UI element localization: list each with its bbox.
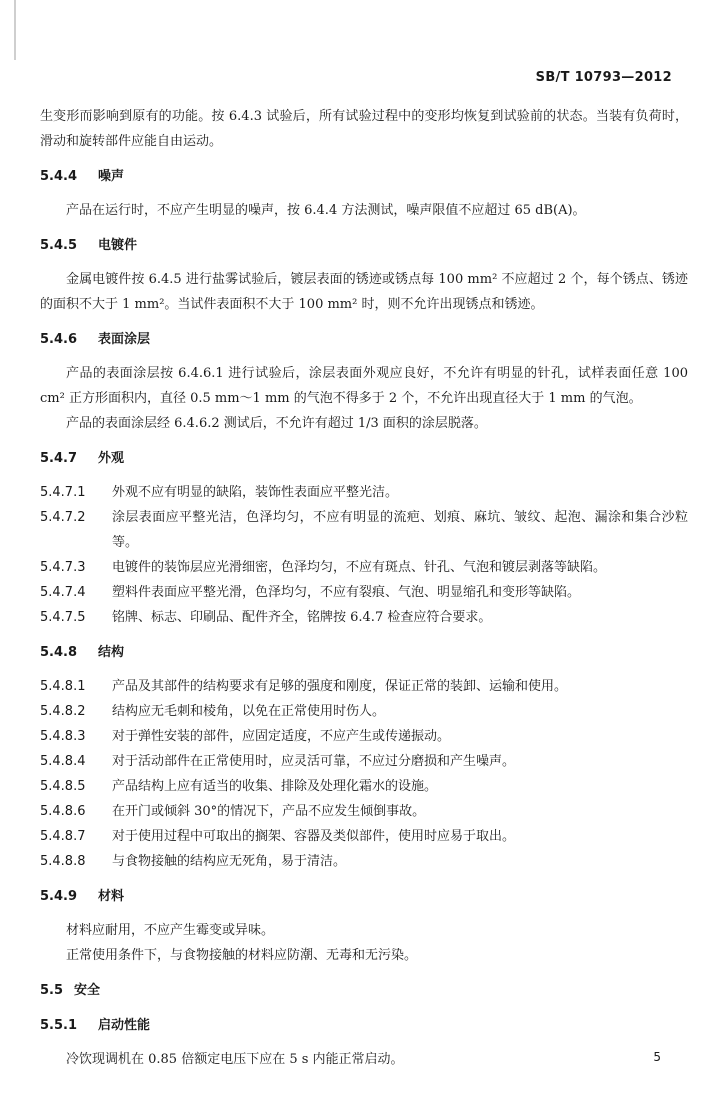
clause-text: 外观不应有明显的缺陷，装饰性表面应平整光洁。 [112,485,399,500]
clause-5-4-8-7 [40,824,688,849]
section-5-5-1-paragraph: 冷饮现调机在 0.85 倍额定电压下应在 5 s 内能正常启动。 [66,1052,404,1067]
clause-text: 涂层表面应平整光洁，色泽均匀，不应有明显的流疤、划痕、麻坑、皱纹、起泡、漏涂和集合沙粒等。 [112,510,688,550]
clause-number: 5.4.7.2 [40,510,86,525]
clause-number: 5.4.7.4 [40,585,86,600]
section-title: 噪声 [98,169,125,184]
section-title: 结构 [98,645,125,660]
clause-5-4-8-5 [40,774,688,799]
clause-number: 5.4.7.3 [40,560,86,575]
clause-number: 5.4.8.8 [40,854,86,869]
clause-5-4-8-2 [40,699,688,724]
clause-text: 结构应无毛刺和棱角，以免在正常使用时伤人。 [112,704,386,719]
clause-5-4-7-1 [40,480,688,505]
clause-text: 对于使用过程中可取出的搁架、容器及类似部件，使用时应易于取出。 [112,829,516,844]
clause-number: 5.4.8.6 [40,804,86,819]
section-title: 电镀件 [98,238,138,253]
clause-text: 与食物接触的结构应无死角，易于清洁。 [112,854,347,869]
clause-5-4-7-4 [40,580,688,605]
clause-number: 5.4.8.5 [40,779,86,794]
section-5-4-9-heading [40,884,688,909]
clause-number: 5.4.8.2 [40,704,86,719]
section-number: 5.5 [40,983,64,998]
section-5-4-6-paragraph-1: 产品的表面涂层按 6.4.6.1 进行试验后，涂层表面外观应良好，不允许有明显的针孔，试样表面任意 100 cm² 正方形面积内，直径 0.5 mm～1 mm 的气泡不得多于 2 个，不允许出现直径大于 1 mm 的气泡。 [40,366,688,406]
section-5-4-4-heading [40,164,688,189]
section-5-4-6-heading [40,327,688,352]
clause-number: 5.4.8.1 [40,679,86,694]
section-number: 5.5.1 [40,1018,78,1033]
clause-text: 在开门或倾斜 30°的情况下，产品不应发生倾倒事故。 [112,804,426,819]
section-5-5-heading [40,978,688,1003]
clause-5-4-8-3 [40,724,688,749]
lead-paragraph: 生变形而影响到原有的功能。按 6.4.3 试验后，所有试验过程中的变形均恢复到试验前的状态。当装有负荷时，滑动和旋转部件应能自由运动。 [40,109,688,149]
section-number: 5.4.9 [40,889,78,904]
standard-code: SB/T 10793—2012 [535,70,672,85]
section-5-4-6-paragraph-2: 产品的表面涂层经 6.4.6.2 测试后，不允许有超过 1/3 面积的涂层脱落。 [66,416,487,431]
section-5-4-5-paragraph: 金属电镀件按 6.4.5 进行盐雾试验后，镀层表面的锈迹或锈点每 100 mm² 不应超过 2 个，每个锈点、锈迹的面积不大于 1 mm²。当试件表面积不大于 100 mm² 时，则不允许出现锈点和锈迹。 [40,272,688,312]
section-5-4-7-heading [40,446,688,471]
section-number: 5.4.7 [40,451,78,466]
document-body [40,104,688,1072]
clause-text: 对于活动部件在正常使用时，应灵活可靠，不应过分磨损和产生噪声。 [112,754,516,769]
clause-number: 5.4.8.3 [40,729,86,744]
section-title: 表面涂层 [98,332,151,347]
clause-5-4-7-5 [40,605,688,630]
clause-5-4-7-2 [40,505,688,555]
section-title: 安全 [74,983,101,998]
clause-text: 产品及其部件的结构要求有足够的强度和刚度，保证正常的装卸、运输和使用。 [112,679,568,694]
clause-text: 电镀件的装饰层应光滑细密，色泽均匀，不应有斑点、针孔、气泡和镀层剥落等缺陷。 [112,560,607,575]
clause-number: 5.4.8.7 [40,829,86,844]
clause-number: 5.4.7.5 [40,610,86,625]
section-number: 5.4.4 [40,169,78,184]
section-number: 5.4.5 [40,238,78,253]
clause-number: 5.4.7.1 [40,485,86,500]
section-5-4-5-heading [40,233,688,258]
section-5-4-4-paragraph: 产品在运行时，不应产生明显的噪声，按 6.4.4 方法测试，噪声限值不应超过 65 dB(A)。 [66,203,586,218]
section-5-5-1-heading [40,1013,688,1038]
clause-5-4-8-1 [40,674,688,699]
section-number: 5.4.8 [40,645,78,660]
clause-5-4-8-8 [40,849,688,874]
clause-5-4-8-6 [40,799,688,824]
clause-5-4-7-3 [40,555,688,580]
section-title: 材料 [98,889,125,904]
clause-text: 铭牌、标志、印刷品、配件齐全，铭牌按 6.4.7 检查应符合要求。 [112,610,492,625]
section-title: 外观 [98,451,125,466]
clause-text: 对于弹性安装的部件，应固定适度，不应产生或传递振动。 [112,729,451,744]
section-5-4-9-paragraph-1: 材料应耐用，不应产生霉变或异味。 [66,923,275,938]
section-5-4-9-paragraph-2: 正常使用条件下，与食物接触的材料应防潮、无毒和无污染。 [66,948,418,963]
clause-number: 5.4.8.4 [40,754,86,769]
clause-text: 塑料件表面应平整光滑，色泽均匀，不应有裂痕、气泡、明显缩孔和变形等缺陷。 [112,585,581,600]
section-5-4-8-heading [40,640,688,665]
section-number: 5.4.6 [40,332,78,347]
page-number: 5 [653,1050,661,1064]
clause-text: 产品结构上应有适当的收集、排除及处理化霜水的设施。 [112,779,438,794]
section-title: 启动性能 [98,1018,151,1033]
clause-5-4-8-4 [40,749,688,774]
scan-edge-mark [14,0,16,60]
